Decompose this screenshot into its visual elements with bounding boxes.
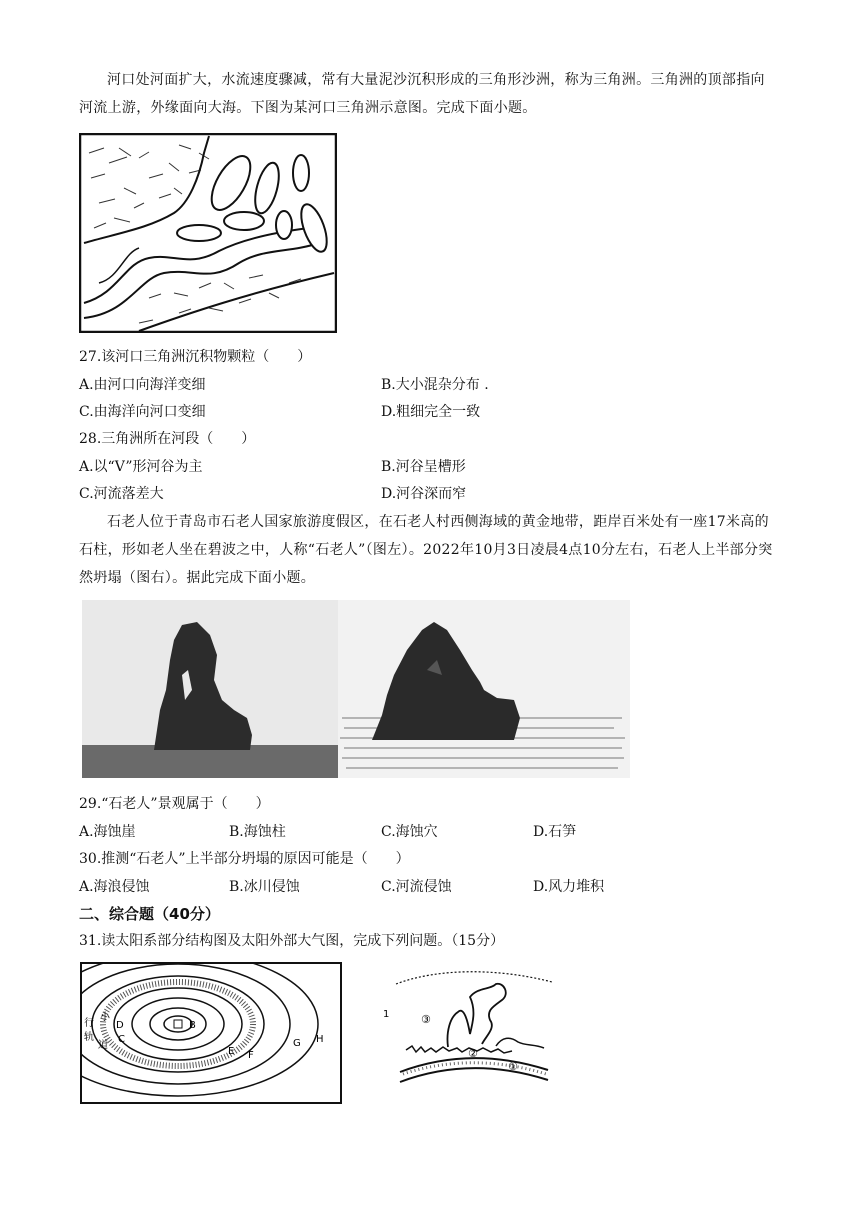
q27-option-a[interactable]: A.由河口向海洋变细 bbox=[79, 377, 206, 393]
label-1: ① bbox=[508, 1060, 518, 1073]
q27-option-b[interactable]: B.大小混杂分布 . bbox=[381, 377, 489, 393]
label-side: 1 bbox=[383, 1009, 390, 1020]
question-31-stem: 31.读太阳系部分结构图及太阳外部大气图，完成下列问题。（15分） bbox=[79, 933, 505, 949]
question-27-stem: 27.该河口三角洲沉积物颗粒（ ） bbox=[79, 349, 312, 365]
q29-option-b[interactable]: B.海蚀柱 bbox=[229, 824, 286, 840]
passage-delta: 河口处河面扩大，水流速度骤减，常有大量泥沙沉积形成的三角形沙洲，称为三角洲。三角洲的顶部指向河流上游，外缘面向大海。下图为某河口三角洲示意图。完成下面小题。 bbox=[79, 72, 765, 116]
label-side-1: 行 bbox=[84, 1018, 94, 1029]
label-c: C bbox=[118, 1034, 125, 1045]
label-2: ② bbox=[468, 1047, 478, 1060]
q29-option-d[interactable]: D.石笋 bbox=[533, 824, 577, 840]
q28-option-a[interactable]: A.以“V”形河谷为主 bbox=[79, 459, 203, 475]
label-e: E bbox=[228, 1046, 235, 1057]
section-heading: 二、综合题（40分） bbox=[79, 905, 220, 923]
label-side-3: 轨 bbox=[84, 1032, 94, 1043]
q30-option-a[interactable]: A.海浪侵蚀 bbox=[79, 879, 150, 895]
label-h: H bbox=[316, 1034, 324, 1045]
q29-option-a[interactable]: A.海蚀崖 bbox=[79, 824, 136, 840]
label-g: G bbox=[293, 1038, 301, 1049]
q27-option-d[interactable]: D.粗细完全一致 bbox=[381, 404, 481, 420]
sun-atmosphere-diagram bbox=[378, 962, 556, 1104]
label-3: ③ bbox=[421, 1013, 431, 1026]
q30-option-c[interactable]: C.河流侵蚀 bbox=[381, 879, 452, 895]
label-b: B bbox=[189, 1020, 196, 1031]
q28-option-c[interactable]: C.河流落差大 bbox=[79, 486, 164, 502]
q29-option-c[interactable]: C.海蚀穴 bbox=[381, 824, 438, 840]
label-side-2: 小 bbox=[100, 1012, 110, 1023]
question-29-stem: 29.“石老人”景观属于（ ） bbox=[79, 796, 270, 812]
solar-system-diagram bbox=[80, 962, 342, 1104]
delta-figure bbox=[79, 133, 337, 333]
q30-option-b[interactable]: B.冰川侵蚀 bbox=[229, 879, 300, 895]
label-side-4: 道 bbox=[98, 1040, 108, 1051]
question-30-stem: 30.推测“石老人”上半部分坍塌的原因可能是（ ） bbox=[79, 851, 410, 867]
question-28-stem: 28.三角洲所在河段（ ） bbox=[79, 431, 256, 447]
q30-option-d[interactable]: D.风力堆积 bbox=[533, 879, 605, 895]
q28-option-b[interactable]: B.河谷呈槽形 bbox=[381, 459, 466, 475]
q28-option-d[interactable]: D.河谷深而窄 bbox=[381, 486, 467, 502]
label-d: D bbox=[116, 1020, 124, 1031]
label-f: F bbox=[248, 1050, 254, 1061]
sea-stack-photos bbox=[82, 600, 630, 778]
passage-shilaoren: 石老人位于青岛市石老人国家旅游度假区，在石老人村西侧海域的黄金地带，距岸百米处有一座17米高的石柱，形如老人坐在碧波之中，人称“石老人”（图左）。2022年10月3日凌晨4点10分左右，石老人上半部分突然坍塌（图右）。据此完成下面小题。 bbox=[79, 514, 773, 586]
q27-option-c[interactable]: C.由海洋向河口变细 bbox=[79, 404, 206, 420]
